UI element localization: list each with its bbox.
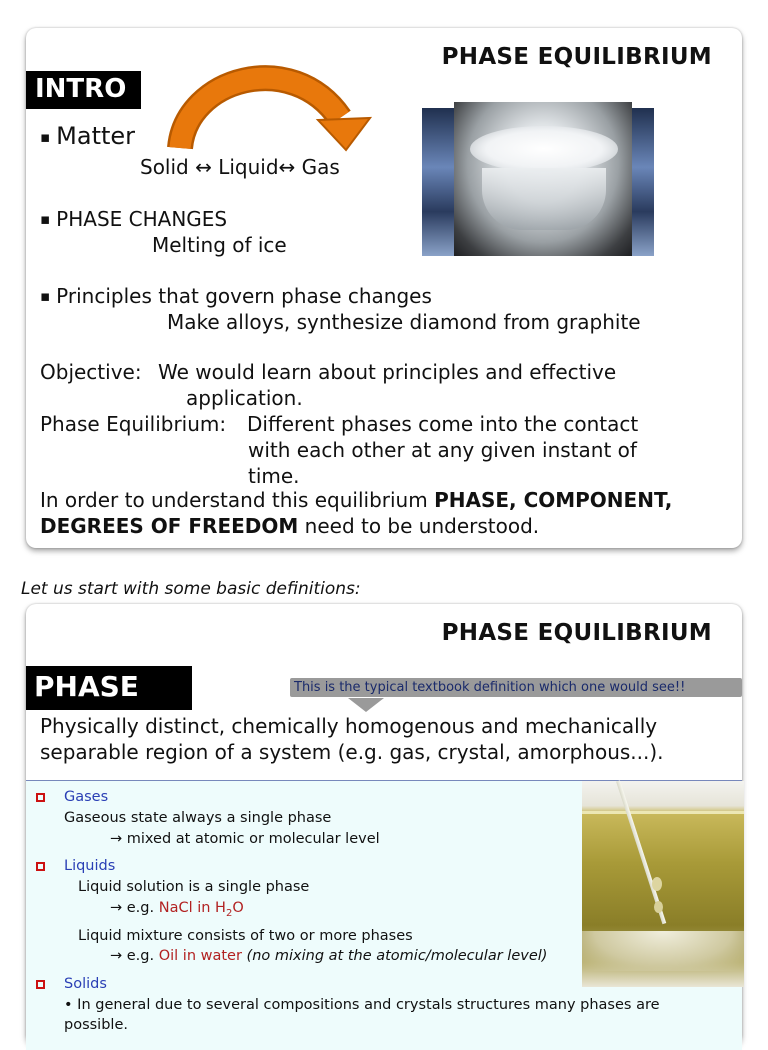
- states-panel: [26, 780, 742, 1050]
- curved-arrow-icon: [172, 58, 372, 153]
- callout-note: This is the typical textbook definition which one would see!!: [290, 678, 742, 697]
- liquids-line2: Liquid mixture consists of two or more phases: [78, 928, 413, 944]
- oxygen-text: O: [232, 900, 244, 916]
- slide-title: PHASE EQUILIBRIUM: [441, 44, 712, 70]
- eg-prefix: → e.g.: [110, 900, 159, 916]
- subscript-2: 2: [225, 907, 233, 919]
- alloys-text: Make alloys, synthesize diamond from graphite: [167, 310, 641, 334]
- bullet-phase-changes: ▪ PHASE CHANGES: [40, 207, 227, 231]
- order-line1: [40, 488, 672, 512]
- between-caption: Let us start with some basic definitions:: [21, 579, 361, 599]
- intro-tag: INTRO: [26, 71, 141, 109]
- solids-line1: • In general due to several compositions and crystals structures many phases are: [64, 997, 660, 1013]
- no-mixing-note: (no mixing at the atomic/molecular level): [241, 948, 548, 964]
- pe-line2: with each other at any given instant of: [248, 438, 637, 462]
- oil-water-photo: [582, 781, 744, 987]
- liquids-heading: Liquids: [64, 858, 116, 874]
- definition-line2: separable region of a system (e.g. gas, crystal, amorphous...).: [40, 740, 664, 764]
- order-tail: need to be understood.: [298, 514, 540, 538]
- eg-prefix: → e.g.: [110, 948, 159, 964]
- order-bold2: DEGREES OF FREEDOM: [40, 514, 299, 538]
- liquids-example1: [110, 900, 244, 919]
- objective-line1: We would learn about principles and effective: [158, 360, 617, 384]
- red-square-bullet: [36, 793, 45, 802]
- objective-line2: application.: [186, 386, 303, 410]
- bullet-principles: ▪ Principles that govern phase changes: [40, 284, 432, 308]
- pe-line3: time.: [248, 464, 300, 488]
- callout-tail: [348, 698, 384, 712]
- states-text: Solid ↔ Liquid↔ Gas: [140, 155, 340, 179]
- melting-text: Melting of ice: [152, 233, 287, 257]
- pe-line1: Different phases come into the contact: [247, 412, 639, 436]
- gases-line2: → mixed at atomic or molecular level: [110, 831, 380, 847]
- order-line2: [40, 514, 539, 538]
- phase-equilibrium-label: Phase Equilibrium:: [40, 412, 227, 436]
- gases-line1: Gaseous state always a single phase: [64, 810, 332, 826]
- order-bold1: PHASE, COMPONENT,: [434, 488, 673, 512]
- definition-line1: Physically distinct, chemically homogenous and mechanically: [40, 714, 658, 738]
- dry-ice-photo: [422, 108, 654, 256]
- order-text: In order to understand this equilibrium: [40, 488, 435, 512]
- slide-title: PHASE EQUILIBRIUM: [441, 620, 712, 646]
- liquids-example2: [110, 948, 547, 964]
- red-square-bullet: [36, 980, 45, 989]
- oil-in-water-text: Oil in water: [158, 948, 242, 964]
- gases-heading: Gases: [64, 789, 109, 805]
- phase-slide: [26, 604, 742, 1044]
- red-square-bullet: [36, 862, 45, 871]
- objective-label: Objective:: [40, 360, 142, 384]
- bullet-matter: ▪ Matter: [40, 122, 135, 150]
- liquids-line1: Liquid solution is a single phase: [78, 879, 310, 895]
- solids-line2: possible.: [64, 1017, 128, 1033]
- nacl-text: NaCl in H: [158, 900, 226, 916]
- intro-slide: [26, 28, 742, 548]
- phase-tag: PHASE: [26, 666, 192, 710]
- solids-heading: Solids: [64, 976, 107, 992]
